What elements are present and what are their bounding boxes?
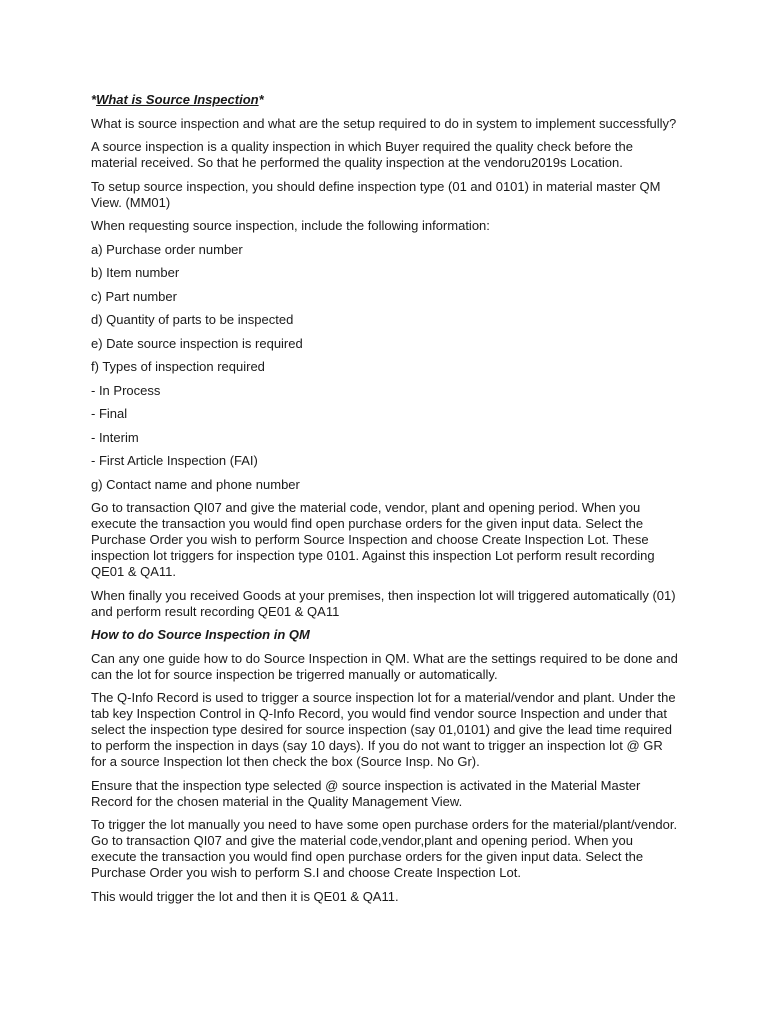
list-item: g) Contact name and phone number [91,476,300,492]
paragraph-guide-question: Can any one guide how to do Source Inspection in QM. What are the settings required to be done and can the lot for source inspection be trigerred manually or automatically. [91,650,678,682]
paragraph-question: What is source inspection and what are the setup required to do in system to implement successfully? [91,115,677,131]
heading-prefix: * [91,92,97,107]
list-item: - First Article Inspection (FAI) [91,453,258,468]
list-item: - Interim [91,429,139,445]
paragraph-q-info-record: The Q-Info Record is used to trigger a source inspection lot for a material/vendor and plant. Under the tab key Inspection Control in Q-Info Record, you would find vendor source Inspection and under that select the inspection type desired for source inspection (say 01,0101) and give the lead time required to perform the inspection in days (say 10 days). If you do not want to trigger an inspection lot @ GR for a source Inspection lot then check the box (Source Insp. No Gr). [91,690,676,769]
list-item: - In Process [91,382,161,398]
list-item: e) Date source inspection is required [91,335,303,351]
list-item: c) Part number [91,288,177,304]
document-body [91,92,681,912]
paragraph-setup: To setup source inspection, you should define inspection type (01 and 0101) in material master QM View. (MM01) [91,178,661,210]
list-item: a) Purchase order number [91,241,243,257]
heading-text: What is Source Inspection [96,92,259,107]
heading-suffix: * [258,92,264,107]
list-item: f) Types of inspection required [91,359,265,374]
list-item: d) Quantity of parts to be inspected [91,312,294,327]
paragraph-transaction-qi07: Go to transaction QI07 and give the material code, vendor, plant and opening period. When you execute the transaction you would find open purchase orders for the given input data. Select the Purchase Order you wish to perform Source Inspection and choose Create Inspection Lot. These inspection lot triggers for inspection type 0101. Against this inspection Lot perform result recording QE01 & QA11. [91,500,655,579]
list-item: b) Item number [91,265,180,280]
paragraph-ensure-activated: Ensure that the inspection type selected @ source inspection is activated in the Material Master Record for the chosen material in the Quality Management View. [91,777,641,809]
paragraph-definition: A source inspection is a quality inspection in which Buyer required the quality check before the material received. So that he performed the quality inspection at the vendoru2019s Location. [91,139,633,170]
paragraph-conclusion: This would trigger the lot and then it is QE01 & QA11. [91,888,399,904]
list-item: - Final [91,406,128,421]
paragraph-requesting: When requesting source inspection, include the following information: [91,218,490,233]
paragraph-trigger-manually: To trigger the lot manually you need to have some open purchase orders for the material/plant/vendor. Go to transaction QI07 and give the material code,vendor,plant and opening period. When you execute the transaction you would find open purchase orders for the given input data. Select the Purchase Order you wish to perform S.I and choose Create Inspection Lot. [91,817,678,880]
paragraph-goods-received: When finally you received Goods at your premises, then inspection lot will triggered automatically (01) and perform result recording QE01 & QA11 [91,587,676,619]
section-heading-source-inspection [91,92,681,108]
section-heading-how-to: How to do Source Inspection in QM [91,627,310,642]
